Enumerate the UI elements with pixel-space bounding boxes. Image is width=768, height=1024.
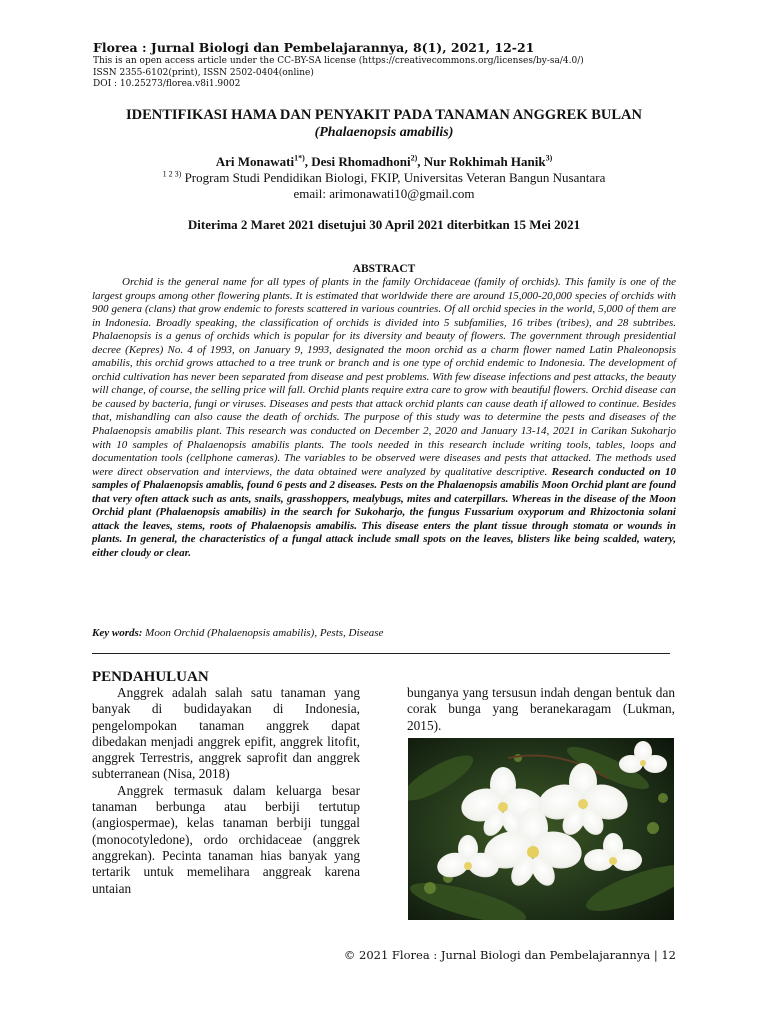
right-column [407,685,675,734]
journal-title: Florea : Jurnal Biologi dan Pembelajarannya, 8(1), 2021, 12-21 [93,40,535,55]
abstract-heading: ABSTRACT [352,263,416,275]
orchid-illustration [408,738,674,920]
paper-title: IDENTIFIKASI HAMA DAN PENYAKIT PADA TANAMAN ANGGREK BULAN [125,107,643,123]
subtitle-open: ( [314,125,320,140]
author-separator: , [417,154,424,169]
journal-header [93,40,693,91]
paper-subtitle [70,124,698,142]
issn-line: ISSN 2355-6102(print), ISSN 2502-0404(online) [93,67,314,78]
intro-paragraph-2: Anggrek termasuk dalam keluarga besar tanaman berbunga atau berbiji tertutup (angiospermae), kelas tanaman berbiji tunggal (monocotyledone), ordo orchidaceae (anggrek anggrekan). Pecinta tanaman hias banyak yang tertarik untuk memelihara anggreak karena untaian [92,782,360,896]
affiliation-text: Program Studi Pendidikan Biologi, FKIP, Universitas Veteran Bangun Nusantara [181,170,606,185]
affiliation-marks: 1 2 3) [162,169,182,179]
author-separator: , [304,154,312,169]
author-name: Desi Rhomadhoni [311,154,411,169]
intro-paragraph-1: Anggrek adalah salah satu tanaman yang banyak di budidayakan di Indonesia, pengelompokan tanaman anggrek dapat dibedakan menjadi anggrek epifit, anggrek litofit, anggrek Terrestris, anggrek saprofit dan anggrek subterranean (Nisa, 2018) [92,685,360,782]
author-list [70,154,698,170]
keywords [92,626,676,640]
author-name: Ari Monawati [215,154,295,169]
intro-paragraph-continued: bunganya yang tersusun indah dengan bentuk dan corak bunga yang beranekaragam (Lukman, 2015). [407,685,675,733]
license-line: This is an open access article under the CC-BY-SA license (https://creativecommons.org/licenses/by-sa/4.0/) [93,56,584,66]
author-email: email: arimonawati10@gmail.com [293,186,475,201]
doi-line: DOI : 10.25273/florea.v8i1.9002 [93,79,241,89]
author-name: Nur Rokhimah Hanik [423,154,546,169]
section-heading-pendahuluan: PENDAHULUAN [92,669,209,685]
keywords-text: Moon Orchid (Phalaenopsis amabilis), Pests, Disease [142,627,384,639]
keywords-label: Key words: [92,627,143,639]
abstract-body [92,276,676,560]
author-mark: 1*) [294,153,305,163]
page-footer: © 2021 Florea : Jurnal Biologi dan Pembelajarannya | 12 [343,948,676,962]
subtitle-close: ) [448,125,454,140]
abstract-findings: Research conducted on 10 samples of Phalaenopsis amablis, found 6 pests and 2 diseases. Pests on the Phalaenopsis amabilis Moon Orchid plant are found that very often attack such as ants, snails, grasshoppers, mealybugs, mites and caterpillars. Whereas in the disease of the Moon Orchid plant (Phalaenopsis amabilis) in the search for Sukoharjo, the fungus Fussarium oxyporum and Rhizoctonia solani attack the leaves, stems, roots of Phalaenopsis amabilis. This disease enters the plant tissue through stomata or wounds in plants. In general, the characteristics of a fungal attack include small spots on the leaves, blisters like being scalded, watery, either cloudy or clear. [92,465,676,559]
subtitle-species: Phalaenopsis amabilis [319,125,449,140]
author-mark: 2) [410,153,418,163]
section-divider [92,653,670,654]
orchid-photo [408,738,674,920]
affiliation [70,170,698,186]
left-column [92,685,360,897]
abstract-text: Orchid is the general name for all types of plants in the family Orchidaceae (family of orchids). This family is one of the largest groups among other flowering plants. It is estimated that worldwide there are around 15,000-20,000 species of orchids with 900 genera (clans) that grow endemic to forests scattered in various countries. Of all orchid species in the world, 5,000 of them are in Indonesia. Broadly speaking, the classification of orchids is divided into 5 subfamilies, 16 tribes (tribes), and 28 subtribes. Phalaenopsis is a genus of orchids which is popular for its diversity and beauty of flowers. The government through presidential decree (Kepres) No. 4 of 1993, on January 9, 1993, designated the moon orchid as a charm flower named Latin Phaleonopsis amabilis, this orchid grows attached to a tree trunk or branch and is one type of orchid endemic to Indonesia. The development of orchid cultivation has never been separated from disease and pest problems. With few disease infections and pest attacks, the beauty will change, of course, the selling price will fall. Orchid plants require extra care to grow with beautiful flowers. Orchid disease can be caused by bacteria, fungi or viruses. Diseases and pests that attack orchid plants can cause death if allowed to continue. Besides that, mishandling can also cause the death of orchids. The purpose of this study was to determine the pests and diseases of the Phalaenopsis amabilis plant. This research was conducted on December 2, 2020 and January 13-14, 2021 in Carikan Sukoharjo with 10 samples of Phalaenopsis amabilis plants. The tools needed in this research include writing tools, tables, loops and documentation tools (cellphone cameras). The variables to be observed were diseases and pests that attacked. The methods used were direct observation and interviews, the data obtained were analyzed by qualitative descriptive. [92,276,676,478]
received-dates: Diterima 2 Maret 2021 disetujui 30 April 2021 diterbitkan 15 Mei 2021 [187,217,581,232]
abstract-paragraph [92,276,676,560]
author-mark: 3) [545,153,553,163]
